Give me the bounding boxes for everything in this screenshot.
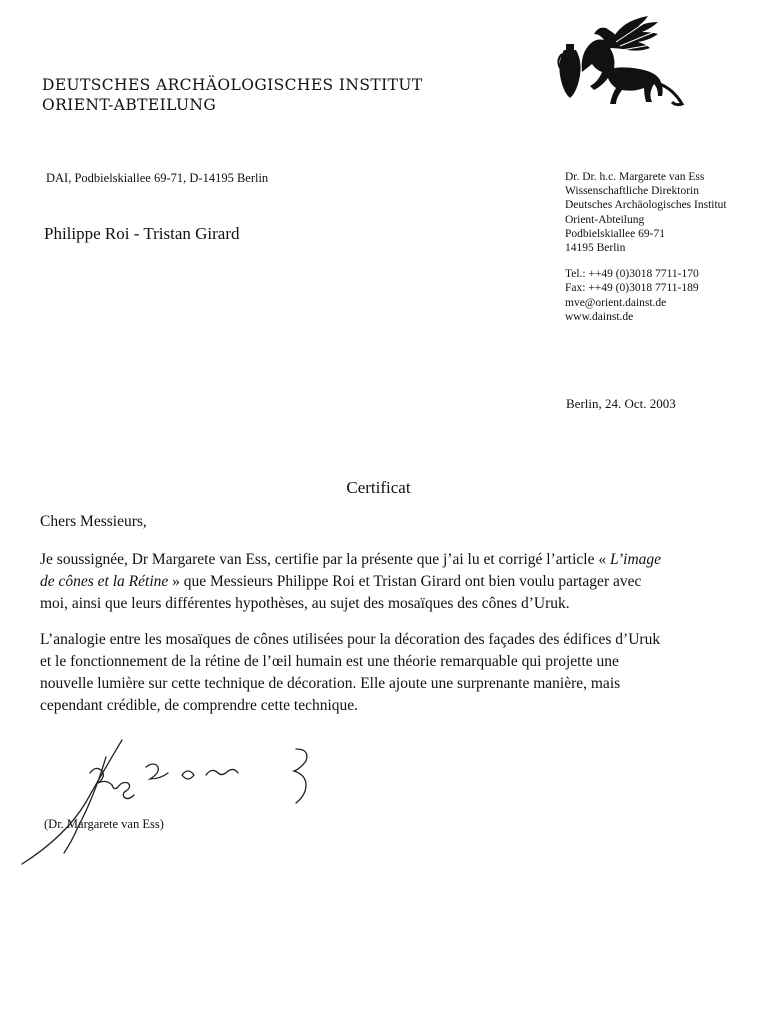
paragraph-1-line-2-text: » que Messieurs Philippe Roi et Tristan Girard ont bien voulu partager avec xyxy=(168,573,642,590)
paragraph-2-line-2: et le fonctionnement de la rétine de l’œil humain est une théorie remarquable qui projette une xyxy=(40,653,619,670)
article-title-part-2: de cônes et la Rétine xyxy=(40,573,169,590)
contact-tel: Tel.: ++49 (0)3018 7711-170 xyxy=(565,268,699,281)
paragraph-1-line-1 xyxy=(40,549,730,571)
document-title: Certificat xyxy=(346,478,411,497)
signatory-name: (Dr. Margarete van Ess) xyxy=(44,817,164,831)
contact-web: www.dainst.de xyxy=(565,310,634,323)
institute-name xyxy=(42,75,423,115)
paragraph-1-line-2 xyxy=(40,571,730,593)
handwritten-signature xyxy=(10,735,340,865)
contact-fax: Fax: ++49 (0)3018 7711-189 xyxy=(565,282,699,295)
paragraph-1-line-1-text: Je soussignée, Dr Margarete van Ess, certifie par la présente que j’ai lu et corrigé l’article « xyxy=(40,551,610,568)
recipient-names: Philippe Roi - Tristan Girard xyxy=(44,224,240,243)
contact-street: Podbielskiallee 69-71 xyxy=(565,227,665,240)
paragraph-2-line-3: nouvelle lumière sur cette technique de décoration. Elle ajoute une surprenante manière, mais xyxy=(40,675,621,692)
paragraph-1 xyxy=(40,549,730,615)
contact-city: 14195 Berlin xyxy=(565,242,626,255)
contact-org: Deutsches Archäologisches Institut xyxy=(565,199,727,212)
paragraph-2-line-4: cependant crédible, de comprendre cette technique. xyxy=(40,697,359,714)
paragraph-2 xyxy=(40,629,730,717)
institute-line-2: ORIENT-ABTEILUNG xyxy=(42,96,217,114)
griffin-logo-icon xyxy=(556,14,688,114)
contact-email: mve@orient.dainst.de xyxy=(565,296,667,309)
contact-spacer xyxy=(565,255,727,267)
sender-address: DAI, Podbielskiallee 69-71, D-14195 Berlin xyxy=(46,171,269,185)
contact-name: Dr. Dr. h.c. Margarete van Ess xyxy=(565,171,705,183)
letter-date: Berlin, 24. Oct. 2003 xyxy=(566,396,676,411)
paragraph-2-line-1: L’analogie entre les mosaïques de cônes utilisées pour la décoration des façades des édifices d’Uruk xyxy=(40,631,661,648)
contact-dept: Orient-Abteilung xyxy=(565,213,645,226)
article-title-part-1: L’image xyxy=(609,551,662,568)
contact-block xyxy=(565,170,727,324)
institute-line-1: DEUTSCHES ARCHÄOLOGISCHES INSTITUT xyxy=(42,76,423,94)
salutation: Chers Messieurs, xyxy=(40,513,147,530)
paragraph-1-line-3: moi, ainsi que leurs différentes hypothèses, au sujet des mosaïques des cônes d’Uruk. xyxy=(40,595,570,612)
contact-role: Wissenschaftliche Direktorin xyxy=(565,185,699,198)
